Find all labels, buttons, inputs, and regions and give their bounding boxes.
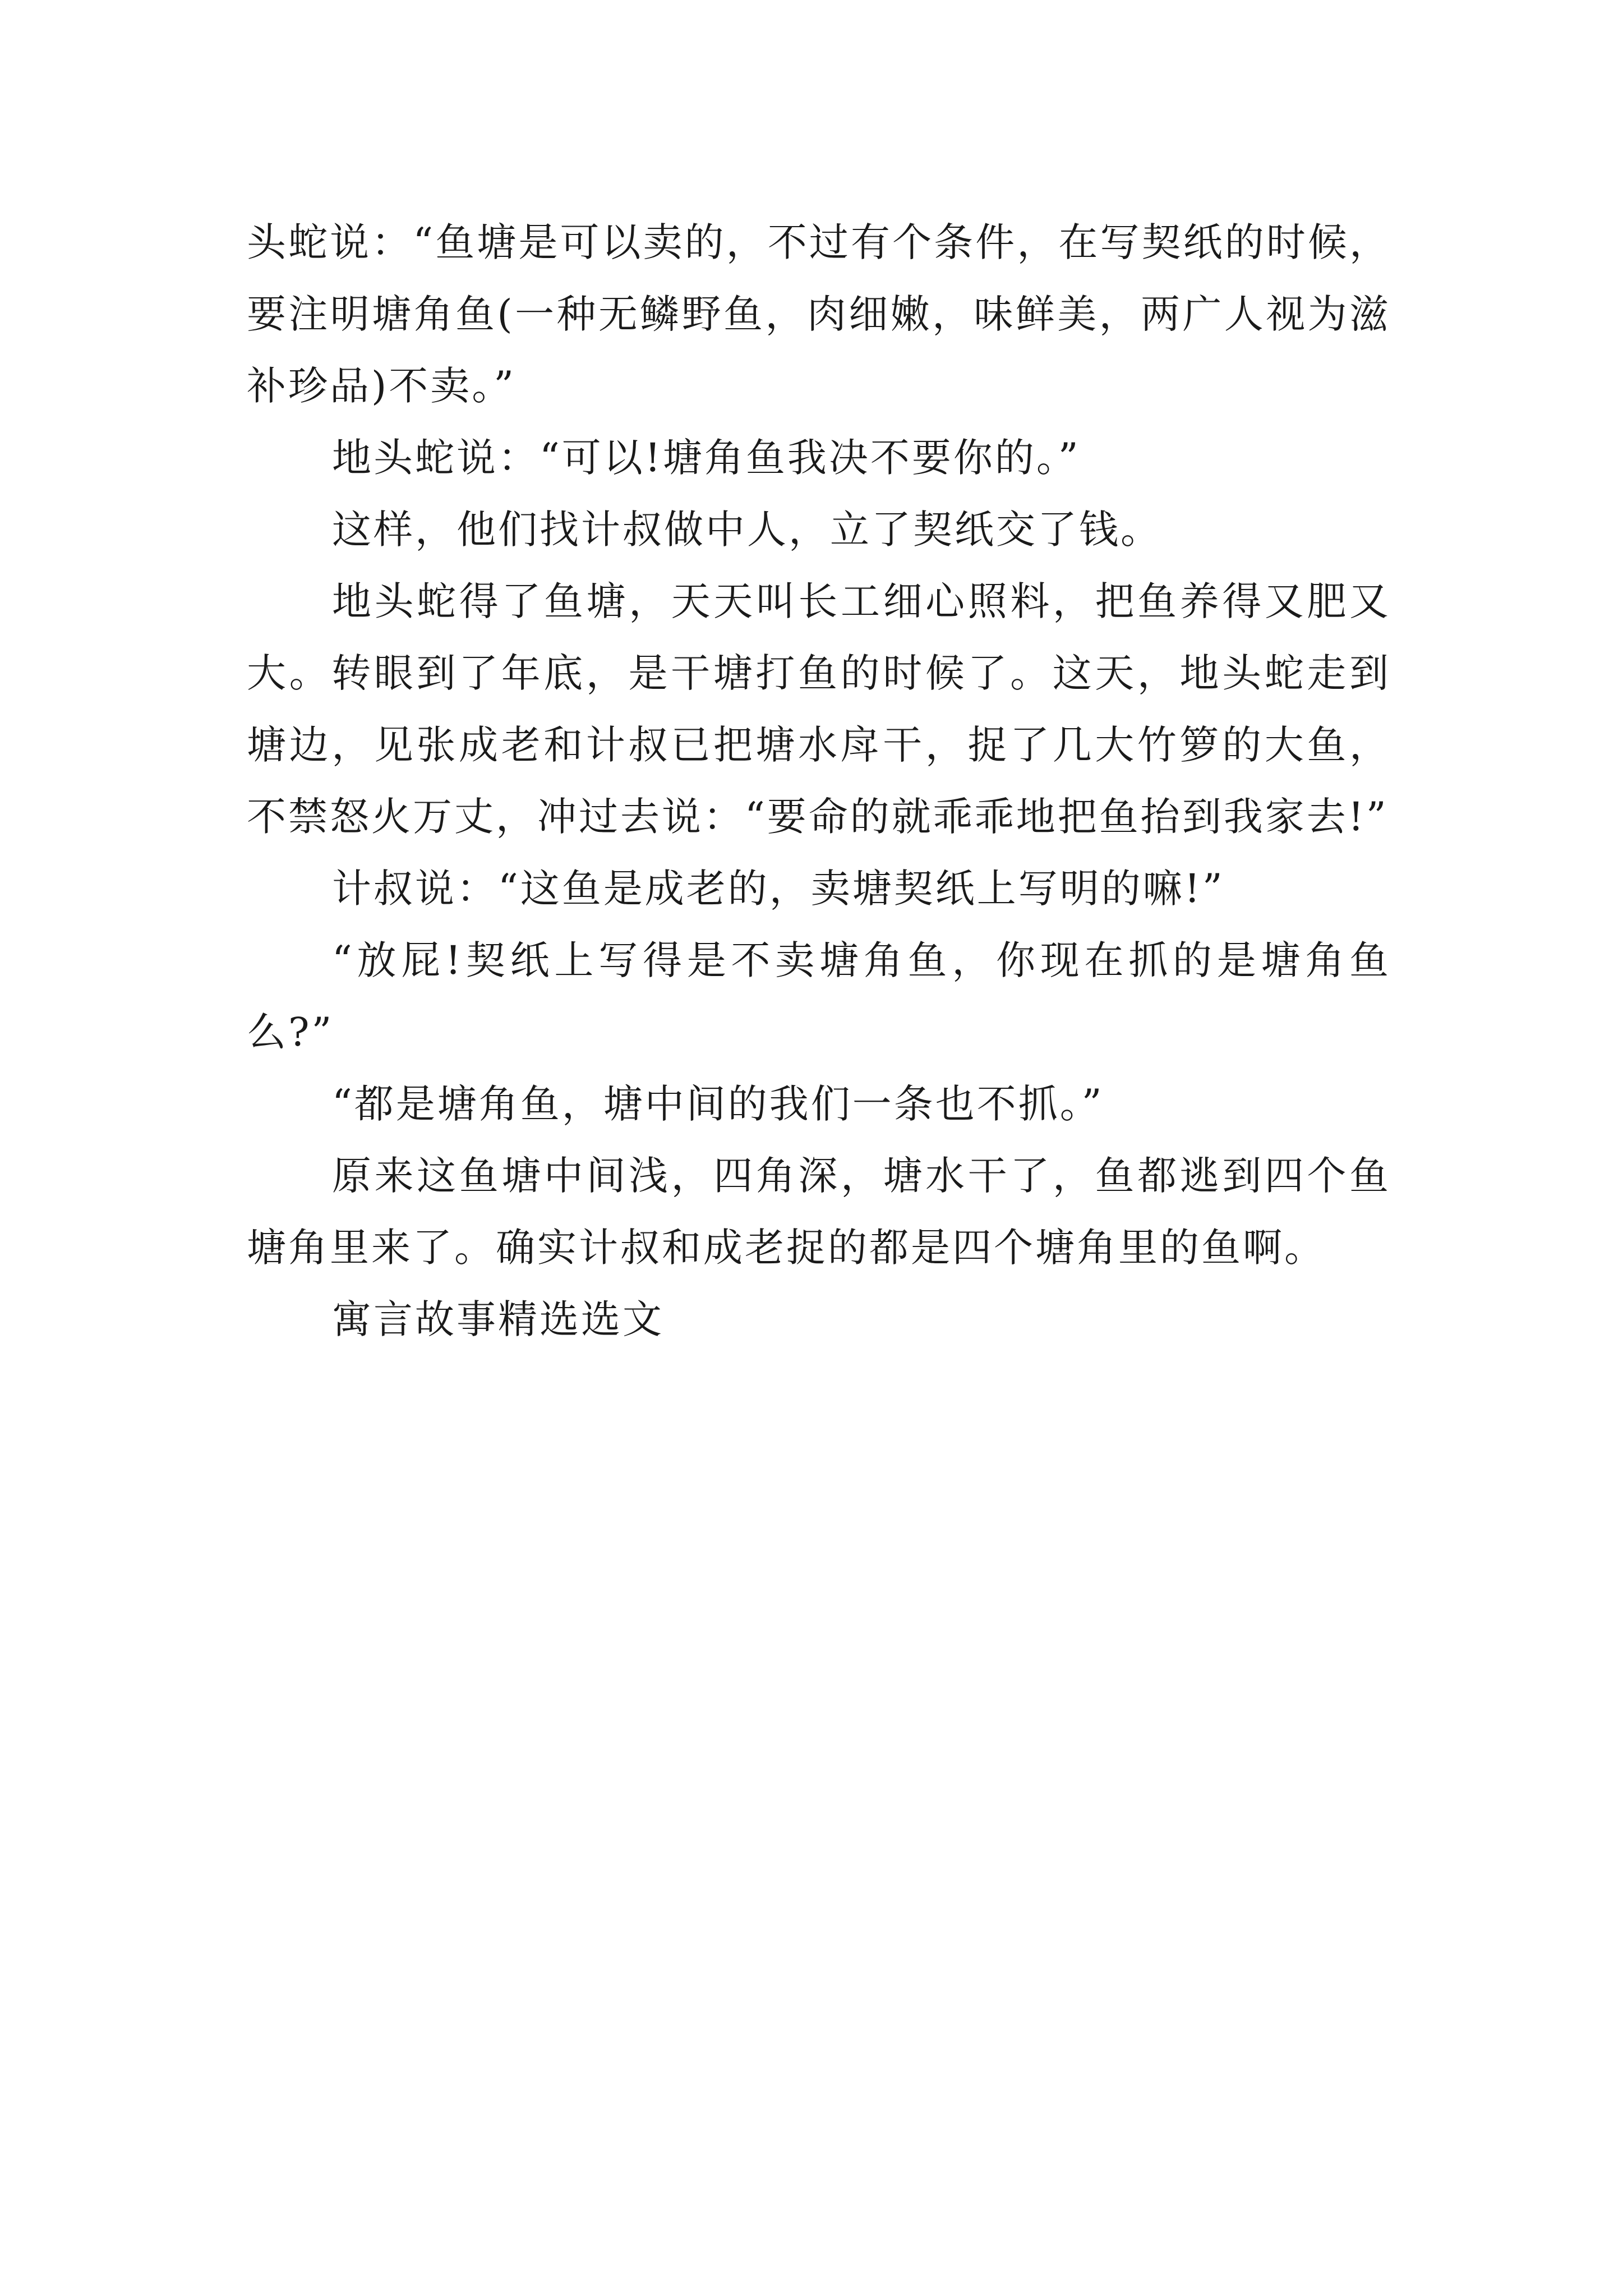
paragraph-8: 原来这鱼塘中间浅，四角深，塘水干了，鱼都逃到四个鱼塘角里来了。确实计叔和成老捉的都是四个塘角里的鱼啊。 <box>247 1153 1391 1271</box>
story-text <box>247 206 1391 1355</box>
paragraph-5: 计叔说：“这鱼是成老的，卖塘契纸上写明的嘛!” <box>332 866 1225 912</box>
paragraph-6: “放屁!契纸上写得是不卖塘角鱼，你现在抓的是塘角鱼么?” <box>247 937 1391 1055</box>
paragraph-4: 地头蛇得了鱼塘，天天叫长工细心照料，把鱼养得又肥又大。转眼到了年底，是干塘打鱼的时候了。这天，地头蛇走到塘边，见张成老和计叔已把塘水戽干，捉了几大竹箩的大鱼，不禁怒火万丈，冲过去说：“要命的就乖乖地把鱼抬到我家去!” <box>247 578 1391 840</box>
section-title: 寓言故事精选选文 <box>332 1296 664 1342</box>
paragraph-7: “都是塘角鱼，塘中间的我们一条也不抓。” <box>332 1081 1104 1127</box>
paragraph-1: 头蛇说：“鱼塘是可以卖的，不过有个条件，在写契纸的时候，要注明塘角鱼(一种无鳞野鱼，肉细嫩，味鲜美，两广人视为滋补珍品)不卖。” <box>247 219 1391 409</box>
paragraph-3: 这样，他们找计叔做中人，立了契纸交了钱。 <box>332 507 1162 553</box>
paragraph-2: 地头蛇说：“可以!塘角鱼我决不要你的。” <box>332 435 1081 481</box>
